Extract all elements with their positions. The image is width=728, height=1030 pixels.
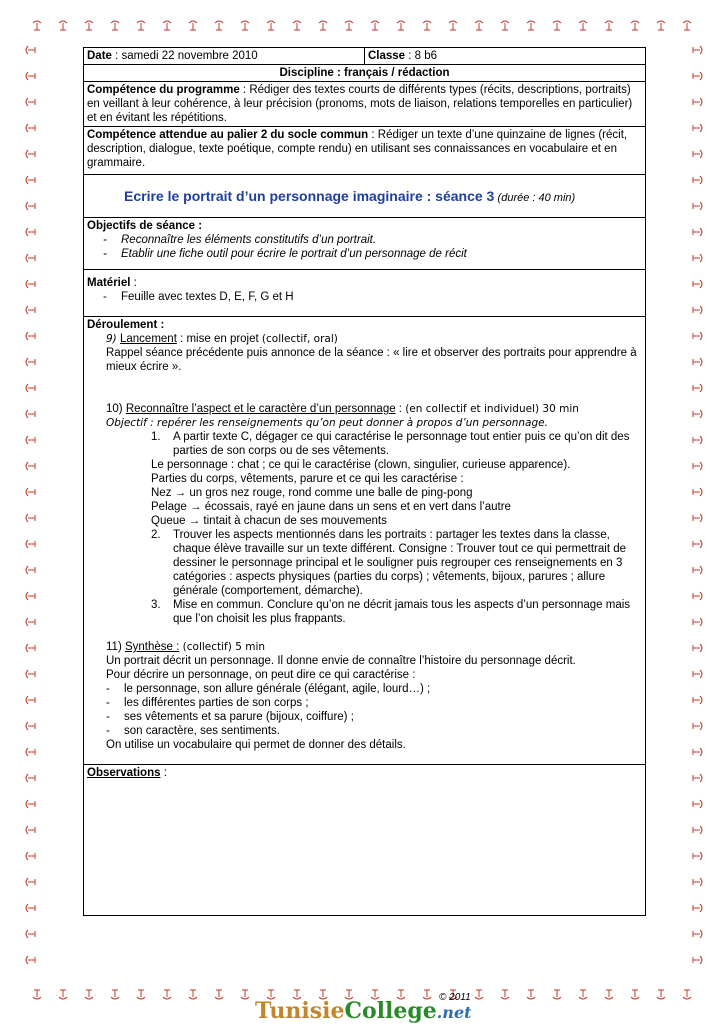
border-ornament-mark bbox=[693, 904, 702, 912]
step-11-number: 11) bbox=[106, 641, 122, 653]
border-ornament-mark bbox=[26, 904, 35, 912]
materiel-colon: : bbox=[130, 277, 137, 289]
border-ornament-mark bbox=[26, 384, 35, 392]
border-ornament-mark bbox=[26, 618, 35, 626]
border-ornament-mark bbox=[693, 332, 702, 340]
border-ornament-mark bbox=[26, 410, 35, 418]
list-item: - Reconnaître les éléments constitutifs d’un portrait. bbox=[103, 233, 642, 247]
materiel-list bbox=[87, 290, 642, 304]
border-ornament-mark bbox=[683, 21, 691, 30]
header-row bbox=[84, 48, 646, 65]
step-10-point-1 bbox=[87, 430, 642, 458]
step-10-heading bbox=[87, 402, 642, 416]
border-ornament-mark bbox=[26, 228, 35, 236]
deroulement-label: Déroulement : bbox=[87, 319, 165, 331]
copyright-text: © 2011 bbox=[439, 992, 471, 1003]
border-ornament-mark bbox=[693, 930, 702, 938]
border-ornament-mark bbox=[26, 462, 35, 470]
border-ornament-mark bbox=[267, 21, 275, 30]
border-ornament-mark bbox=[189, 990, 197, 999]
deroulement-section bbox=[84, 317, 646, 765]
step-10-line: Parties du corps, vêtements, parure et ce qui les caractérise : bbox=[151, 473, 464, 485]
border-ornament-mark bbox=[371, 21, 379, 30]
step-9-mode: (collectif, oral) bbox=[261, 333, 338, 345]
step-10-point-2 bbox=[87, 528, 642, 598]
materiel-label: Matériel bbox=[87, 277, 131, 289]
border-ornament-mark bbox=[693, 956, 702, 964]
border-ornament-mark bbox=[693, 592, 702, 600]
date-label: Date bbox=[87, 50, 112, 62]
border-ornament-mark bbox=[693, 722, 702, 730]
observations-colon: : bbox=[160, 767, 167, 779]
step-9-title: Lancement bbox=[119, 333, 177, 345]
border-ornament-mark bbox=[26, 852, 35, 860]
list-item: - les différentes parties de son corps ; bbox=[106, 696, 642, 710]
list-item: - Feuille avec textes D, E, F, G et H bbox=[103, 290, 642, 304]
border-ornament-mark bbox=[111, 990, 119, 999]
step-10-line: Le personnage : chat ; ce qui le caractérise (clown, singulier, curieuse apparence). bbox=[151, 459, 571, 471]
point-number: 2. bbox=[151, 529, 161, 541]
observations-label: Observations bbox=[87, 767, 161, 779]
competence-programme-label: Compétence du programme bbox=[87, 84, 240, 96]
border-ornament-mark bbox=[605, 990, 613, 999]
border-ornament-mark bbox=[693, 826, 702, 834]
border-ornament-mark bbox=[657, 21, 665, 30]
border-ornament-mark bbox=[693, 280, 702, 288]
border-ornament-mark bbox=[26, 540, 35, 548]
border-ornament-mark bbox=[26, 488, 35, 496]
date-cell bbox=[84, 48, 365, 65]
list-item: - le personnage, son allure générale (élégant, agile, lourd…) ; bbox=[106, 682, 642, 696]
border-ornament-mark bbox=[85, 21, 93, 30]
border-ornament-mark bbox=[33, 990, 41, 999]
point-number: 1. bbox=[151, 431, 161, 443]
border-ornament-mark bbox=[501, 990, 509, 999]
lesson-duration: (durée : 40 min) bbox=[497, 192, 576, 204]
border-ornament-mark bbox=[693, 384, 702, 392]
border-ornament-mark bbox=[631, 21, 639, 30]
border-ornament-mark bbox=[33, 21, 41, 30]
border-ornament-mark bbox=[241, 21, 249, 30]
border-ornament-mark bbox=[693, 696, 702, 704]
step-10-mode-prefix: : bbox=[395, 403, 406, 415]
step-10-line: Pelage → écossais, rayé en jaune dans un sens et en vert dans l’autre bbox=[151, 501, 511, 513]
step-9-heading bbox=[87, 332, 642, 346]
border-ornament-mark bbox=[26, 358, 35, 366]
classe-value: : 8 b6 bbox=[405, 50, 438, 62]
border-ornament-mark bbox=[423, 21, 431, 30]
brand-part-3: .net bbox=[436, 1003, 472, 1022]
point-text: Mise en commun. Conclure qu’on ne décrit jamais tous les aspects d’un personnage mais que l’on choisit les plus frappants. bbox=[173, 599, 631, 625]
border-ornament-mark bbox=[693, 878, 702, 886]
competence-attendue-text: : Rédiger un texte d’une quinzaine de lignes (récit, description, dialogue, texte poétique, compte rendu) en utilisant ses connaissances en vocabulaire et en grammaire. bbox=[87, 129, 628, 169]
border-ornament-mark bbox=[26, 202, 35, 210]
border-ornament-mark bbox=[631, 990, 639, 999]
border-ornament-mark bbox=[26, 280, 35, 288]
border-ornament-mark bbox=[527, 21, 535, 30]
competence-programme bbox=[84, 82, 646, 127]
border-ornament-mark bbox=[163, 990, 171, 999]
border-ornament-mark bbox=[693, 514, 702, 522]
step-11-heading bbox=[87, 640, 642, 654]
border-ornament-mark bbox=[449, 21, 457, 30]
step-9-suffix: : mise en projet bbox=[176, 333, 262, 345]
border-ornament-mark bbox=[693, 228, 702, 236]
border-ornament-mark bbox=[26, 800, 35, 808]
classe-cell bbox=[365, 48, 646, 65]
border-ornament-mark bbox=[693, 72, 702, 80]
border-ornament-mark bbox=[26, 46, 35, 54]
border-ornament-mark bbox=[59, 21, 67, 30]
border-ornament-mark bbox=[683, 990, 691, 999]
border-ornament-mark bbox=[501, 21, 509, 30]
border-ornament-mark bbox=[26, 956, 35, 964]
border-ornament-mark bbox=[693, 202, 702, 210]
border-ornament-mark bbox=[111, 21, 119, 30]
border-ornament-mark bbox=[163, 21, 171, 30]
brand-part-1: Tunisie bbox=[255, 998, 345, 1024]
border-ornament-mark bbox=[605, 21, 613, 30]
border-ornament-mark bbox=[693, 774, 702, 782]
border-ornament-mark bbox=[26, 930, 35, 938]
border-ornament-mark bbox=[215, 21, 223, 30]
step-10-mode: (en collectif et individuel) 30 min bbox=[405, 403, 579, 415]
border-ornament-mark bbox=[527, 990, 535, 999]
border-ornament-mark bbox=[26, 436, 35, 444]
border-ornament-mark bbox=[319, 21, 327, 30]
point-text: Trouver les aspects mentionnés dans les portraits : partager les textes dans la classe, chaque élève travaille sur un texte différent. Consigne : Trouver tout ce qui permettrait de dessiner le personnage principal et le souligner puis regrouper ces renseignements en 3 catégories : aspects physiques (parties du corps) ; vêtements, bijoux, parures ; allure générale (comportement, démarche). bbox=[173, 529, 627, 597]
brand-part-2: College bbox=[344, 998, 437, 1024]
border-ornament-mark bbox=[26, 72, 35, 80]
border-ornament-mark bbox=[553, 990, 561, 999]
lesson-sheet bbox=[83, 47, 645, 916]
border-ornament-mark bbox=[693, 306, 702, 314]
point-text: A partir texte C, dégager ce qui caractérise le personnage tout entier puis ce qu’on dit des parties de son corps ou de ses vêtements. bbox=[173, 431, 630, 457]
competence-programme-text: : Rédiger des textes courts de différents types (récits, descriptions, portraits) en veillant à leur cohérence, à leur précision (pronoms, mots de liaison, relations temporelles en particulier) et en évitant les répétitions. bbox=[87, 84, 633, 124]
border-ornament-mark bbox=[397, 21, 405, 30]
border-ornament-mark bbox=[579, 990, 587, 999]
border-ornament-mark bbox=[59, 990, 67, 999]
border-ornament-mark bbox=[26, 774, 35, 782]
border-ornament-mark bbox=[693, 46, 702, 54]
border-ornament-mark bbox=[693, 618, 702, 626]
border-ornament-mark bbox=[693, 176, 702, 184]
step-10-objectif: Objectif : repérer les renseignements qu’on peut donner à propos d’un personnage. bbox=[106, 417, 548, 429]
border-ornament-mark bbox=[693, 852, 702, 860]
border-ornament-mark bbox=[693, 800, 702, 808]
border-ornament-mark bbox=[26, 150, 35, 158]
border-ornament-mark bbox=[693, 670, 702, 678]
objectifs-list bbox=[87, 233, 642, 261]
border-ornament-mark bbox=[137, 21, 145, 30]
footer-logo bbox=[255, 990, 495, 1024]
step-11-line: Pour décrire un personnage, on peut dire ce qui caractérise : bbox=[106, 669, 416, 681]
border-ornament-mark bbox=[241, 990, 249, 999]
border-ornament-mark bbox=[345, 21, 353, 30]
border-ornament-mark bbox=[693, 358, 702, 366]
competence-attendue bbox=[84, 127, 646, 175]
border-ornament-mark bbox=[26, 306, 35, 314]
border-ornament-mark bbox=[693, 150, 702, 158]
lesson-title: Ecrire le portrait d’un personnage imaginaire : séance 3 bbox=[124, 188, 495, 204]
border-ornament-mark bbox=[26, 176, 35, 184]
discipline-title: Discipline : français / rédaction bbox=[84, 65, 646, 82]
border-ornament-mark bbox=[693, 254, 702, 262]
step-11-title: Synthèse : bbox=[124, 641, 180, 653]
border-ornament-mark bbox=[26, 748, 35, 756]
border-ornament-mark bbox=[26, 592, 35, 600]
step-10-title: Reconnaître l’aspect et le caractère d’un personnage bbox=[125, 403, 396, 415]
border-ornament-mark bbox=[26, 514, 35, 522]
border-ornament-mark bbox=[693, 566, 702, 574]
border-ornament-mark bbox=[293, 21, 301, 30]
date-value: : samedi 22 novembre 2010 bbox=[111, 50, 258, 62]
competence-attendue-label: Compétence attendue au palier 2 du socle commun bbox=[87, 129, 369, 141]
border-ornament-mark bbox=[26, 566, 35, 574]
border-ornament-mark bbox=[475, 21, 483, 30]
border-ornament-mark bbox=[693, 124, 702, 132]
border-ornament-mark bbox=[693, 748, 702, 756]
point-number: 3. bbox=[151, 599, 161, 611]
border-ornament-mark bbox=[26, 670, 35, 678]
border-ornament-mark bbox=[26, 696, 35, 704]
border-ornament-mark bbox=[693, 644, 702, 652]
border-ornament-mark bbox=[26, 826, 35, 834]
border-ornament-mark bbox=[693, 540, 702, 548]
list-item: - son caractère, ses sentiments. bbox=[106, 724, 642, 738]
observations-section bbox=[84, 765, 646, 916]
border-ornament-mark bbox=[137, 990, 145, 999]
border-ornament-mark bbox=[26, 878, 35, 886]
list-item: - Etablir une fiche outil pour écrire le portrait d’un personnage de récit bbox=[103, 247, 642, 261]
list-item: - ses vêtements et sa parure (bijoux, coiffure) ; bbox=[106, 710, 642, 724]
border-ornament-mark bbox=[693, 462, 702, 470]
border-ornament-mark bbox=[85, 990, 93, 999]
step-9-text: Rappel séance précédente puis annonce de la séance : « lire et observer des portraits pour apprendre à mieux écrire ». bbox=[106, 347, 637, 373]
step-11-mode: (collectif) 5 min bbox=[179, 641, 266, 653]
step-10-point-3 bbox=[87, 598, 642, 626]
step-9-number: 9) bbox=[106, 333, 117, 345]
border-ornament-mark bbox=[26, 722, 35, 730]
step-11-closing: On utilise un vocabulaire qui permet de donner des détails. bbox=[106, 739, 406, 751]
step-10-line: Queue → tintait à chacun de ses mouvements bbox=[151, 515, 387, 527]
lesson-table bbox=[83, 47, 646, 916]
step-11-line: Un portrait décrit un personnage. Il donne envie de connaître l’histoire du personnage décrit. bbox=[106, 655, 576, 667]
border-ornament-mark bbox=[693, 488, 702, 496]
border-ornament-mark bbox=[26, 254, 35, 262]
border-ornament-mark bbox=[26, 644, 35, 652]
border-ornament-mark bbox=[693, 98, 702, 106]
step-10-line: Nez → un gros nez rouge, rond comme une balle de ping-pong bbox=[151, 487, 473, 499]
border-ornament-mark bbox=[26, 332, 35, 340]
step-10-number: 10) bbox=[106, 403, 123, 415]
objectifs-section bbox=[84, 218, 646, 270]
border-ornament-mark bbox=[215, 990, 223, 999]
border-ornament-mark bbox=[693, 410, 702, 418]
border-ornament-mark bbox=[579, 21, 587, 30]
materiel-section bbox=[84, 270, 646, 317]
border-ornament-mark bbox=[657, 990, 665, 999]
lesson-title-cell bbox=[84, 175, 646, 218]
border-ornament-mark bbox=[693, 436, 702, 444]
border-ornament-mark bbox=[189, 21, 197, 30]
objectifs-label: Objectifs de séance : bbox=[87, 220, 203, 232]
classe-label: Classe bbox=[368, 50, 406, 62]
step-11-list bbox=[87, 682, 642, 738]
border-ornament-mark bbox=[26, 124, 35, 132]
border-ornament-mark bbox=[26, 98, 35, 106]
border-ornament-mark bbox=[553, 21, 561, 30]
